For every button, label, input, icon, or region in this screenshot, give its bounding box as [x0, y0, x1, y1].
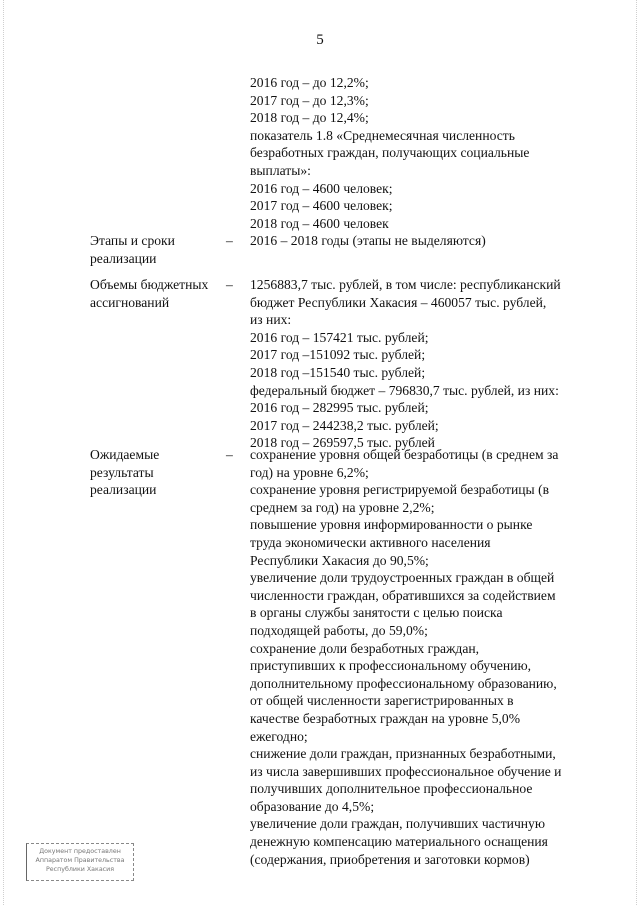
label-line: реализации [90, 250, 157, 266]
text-line: 2018 год – 269597,5 тыс. рублей [250, 435, 435, 451]
text-line: в органы службы занятости с целью поиска [250, 605, 503, 621]
text-line: увеличение доли трудоустроенных граждан в общей [250, 570, 555, 586]
section-label [90, 446, 220, 499]
label-line: реализации [90, 482, 157, 498]
text-line: год) на уровне 6,2%; [250, 464, 369, 480]
text-line: ежегодно; [250, 728, 308, 744]
text-line: повышение уровня информированности о рынке [250, 517, 533, 533]
text-line: подходящей работы, до 59,0%; [250, 622, 428, 638]
section-body [250, 446, 580, 868]
section-dash: – [226, 277, 233, 292]
text-line: от общей численности зарегистрированных в [250, 693, 514, 709]
text-line: приступивших к профессиональному обучению, [250, 658, 532, 674]
indicator-continuation [250, 74, 580, 232]
text-line: из числа завершивших профессиональное обучение и [250, 763, 562, 779]
text-line: федеральный бюджет – 796830,7 тыс. рублей, из них: [250, 382, 559, 398]
text-line: безработных граждан, получающих социальные [250, 145, 530, 161]
section-label [90, 276, 220, 311]
text-line: среднем за год) на уровне 2,2%; [250, 499, 435, 515]
text-line: численности граждан, обратившихся за содействием [250, 587, 556, 603]
label-line: Ожидаемые [90, 447, 160, 462]
label-line: Этапы и сроки [90, 233, 175, 248]
text-line: сохранение уровня регистрируемой безработицы (в [250, 482, 550, 498]
text-line: 2017 год – 4600 человек; [250, 198, 393, 214]
text-line: (содержания, приобретения и заготовки кормов) [250, 851, 530, 867]
scan-edge-left [3, 0, 5, 905]
document-stamp [26, 843, 134, 881]
text-line: 2017 год – 244238,2 тыс. рублей; [250, 417, 439, 433]
stamp-line: Документ предоставлен [39, 848, 121, 855]
section-dash: – [226, 233, 233, 248]
text-line: снижение доли граждан, признанных безработными, [250, 746, 556, 762]
text-line: сохранение доли безработных граждан, [250, 640, 480, 656]
text-line: показатель 1.8 «Среднемесячная численность [250, 127, 515, 143]
text-line: 2016 год – 4600 человек; [250, 180, 393, 196]
text-line: 2018 год – до 12,4%; [250, 110, 369, 126]
text-line: из них: [250, 312, 292, 328]
text-line: получивших дополнительное профессиональное [250, 781, 533, 797]
text-line: сохранение уровня общей безработицы (в среднем за [250, 447, 559, 462]
label-line: Объемы бюджетных [90, 277, 209, 292]
text-line: труда экономически активного населения [250, 534, 491, 550]
section-body [250, 276, 580, 452]
text-line: 2017 год –151092 тыс. рублей; [250, 347, 426, 363]
text-line: выплаты»: [250, 162, 311, 178]
text-line: 2018 год – 4600 человек [250, 215, 389, 231]
text-line: 2016 год – 157421 тыс. рублей; [250, 329, 429, 345]
text-line: 1256883,7 тыс. рублей, в том числе: республиканский [250, 277, 561, 292]
text-line: 2016 – 2018 годы (этапы не выделяются) [250, 233, 486, 248]
text-line: 2016 год – до 12,2%; [250, 75, 369, 90]
text-line: дополнительному профессиональному образованию, [250, 675, 557, 691]
page-number: 5 [316, 32, 324, 48]
text-line: денежную компенсацию материального оснащения [250, 834, 548, 850]
text-line: 2016 год – 282995 тыс. рублей; [250, 400, 429, 416]
text-line: качестве безработных граждан на уровне 5,0% [250, 710, 521, 726]
section-label [90, 232, 220, 267]
scan-edge-right [636, 0, 638, 905]
text-line: увеличение доли граждан, получивших частичную [250, 816, 546, 832]
label-line: результаты [90, 464, 154, 480]
section-body [250, 232, 580, 250]
text-line: Республики Хакасия до 90,5%; [250, 552, 429, 568]
stamp-line: Республики Хакасия [45, 866, 115, 873]
text-line: 2018 год –151540 тыс. рублей; [250, 364, 426, 380]
section-dash: – [226, 447, 233, 462]
text-line: образование до 4,5%; [250, 798, 375, 814]
label-line: ассигнований [90, 294, 170, 310]
text-line: бюджет Республики Хакасия – 460057 тыс. рублей, [250, 294, 547, 310]
text-line: 2017 год – до 12,3%; [250, 92, 369, 108]
stamp-line: Аппаратом Правительства [35, 857, 125, 864]
